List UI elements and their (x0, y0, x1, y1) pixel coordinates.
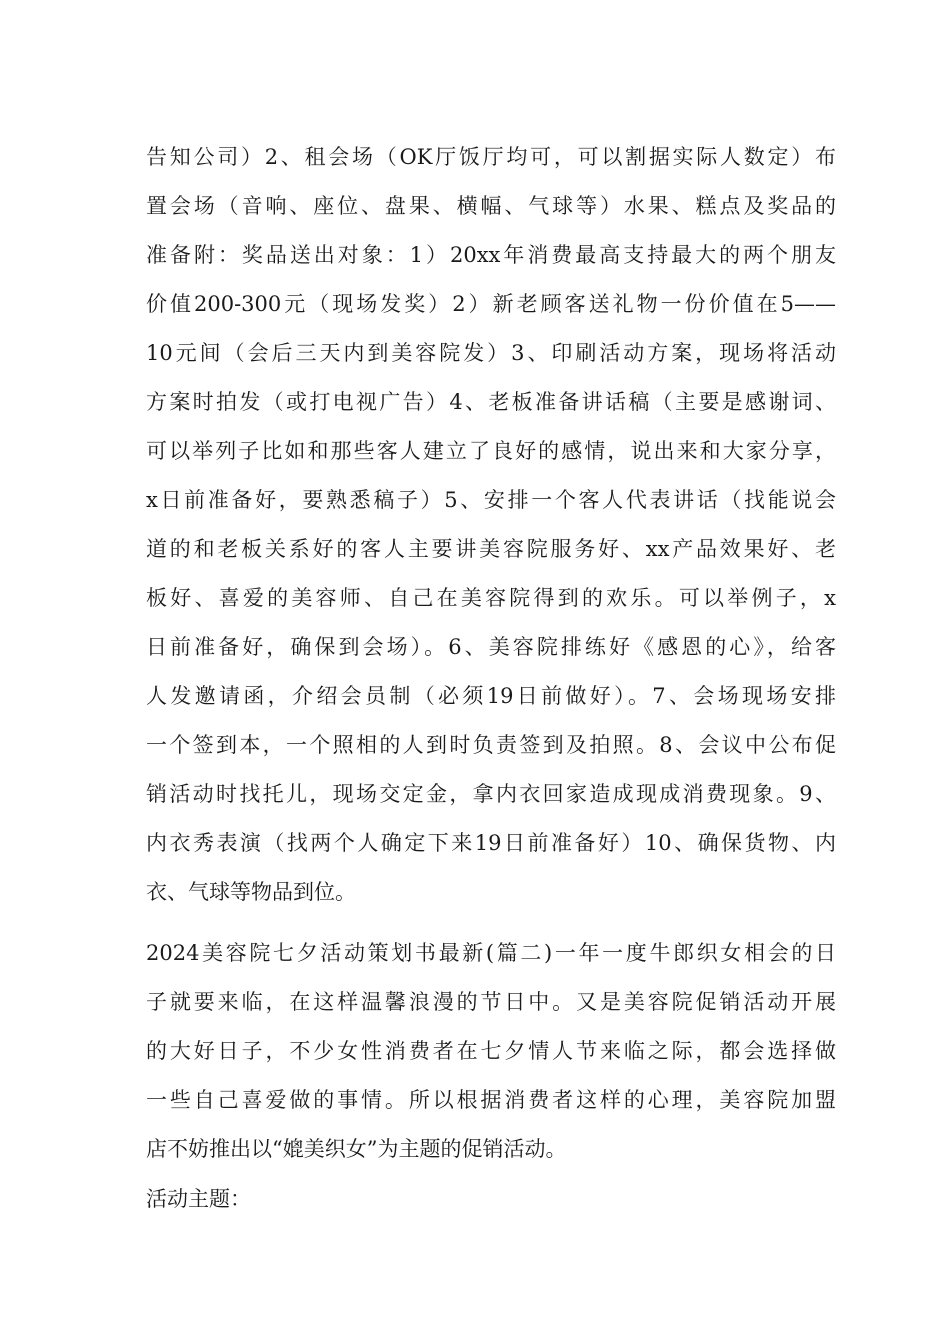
text-line: 准备附：奖品送出对象：1）20xx年消费最高支持最大的两个朋友 (146, 243, 836, 267)
text-line: 店不妨推出以“媲美织女”为主题的促销活动。 (146, 1137, 567, 1161)
text-line: 的大好日子，不少女性消费者在七夕情人节来临之际，都会选择做 (146, 1039, 836, 1063)
text-line: 板好、喜爱的美容师、自己在美容院得到的欢乐。可以举例子，x (146, 586, 836, 610)
text-line: 内衣秀表演（找两个人确定下来19日前准备好）10、确保货物、内 (146, 831, 836, 855)
paragraph-plan-part-two (146, 929, 836, 1174)
text-line: 衣、气球等物品到位。 (146, 880, 356, 904)
text-line: 方案时拍发（或打电视广告）4、老板准备讲话稿（主要是感谢词、 (146, 390, 836, 414)
paragraph-event-preparation (146, 133, 836, 917)
text-line: 价值200-300元（现场发奖）2）新老顾客送礼物一份价值在5—— (146, 292, 836, 316)
text-line: 一个签到本，一个照相的人到时负责签到及拍照。8、会议中公布促 (146, 733, 836, 757)
text-line: 告知公司）2、租会场（OK厅饭厅均可，可以割据实际人数定）布 (146, 145, 836, 169)
paragraph-activity-theme (146, 1179, 836, 1219)
section-heading: 活动主题： (146, 1187, 251, 1211)
text-line: 可以举列子比如和那些客人建立了良好的感情，说出来和大家分享， (146, 439, 836, 463)
text-line: 日前准备好，确保到会场）。6、美容院排练好《感恩的心》，给客 (146, 635, 836, 659)
text-line: 子就要来临，在这样温馨浪漫的节日中。又是美容院促销活动开展 (146, 990, 836, 1014)
text-line: 10元间（会后三天内到美容院发）3、印刷活动方案，现场将活动 (146, 341, 836, 365)
text-line: x日前准备好，要熟悉稿子）5、安排一个客人代表讲话（找能说会 (146, 488, 836, 512)
text-line: 道的和老板关系好的客人主要讲美容院服务好、xx产品效果好、老 (146, 537, 836, 561)
text-line: 一些自己喜爱做的事情。所以根据消费者这样的心理，美容院加盟 (146, 1088, 836, 1112)
text-line: 2024美容院七夕活动策划书最新(篇二)一年一度牛郎织女相会的日 (146, 941, 836, 965)
text-line: 置会场（音响、座位、盘果、横幅、气球等）水果、糕点及奖品的 (146, 194, 836, 218)
text-line: 人发邀请函，介绍会员制（必须19日前做好）。7、会场现场安排 (146, 684, 836, 708)
text-line: 销活动时找托儿，现场交定金，拿内衣回家造成现成消费现象。9、 (146, 782, 836, 806)
